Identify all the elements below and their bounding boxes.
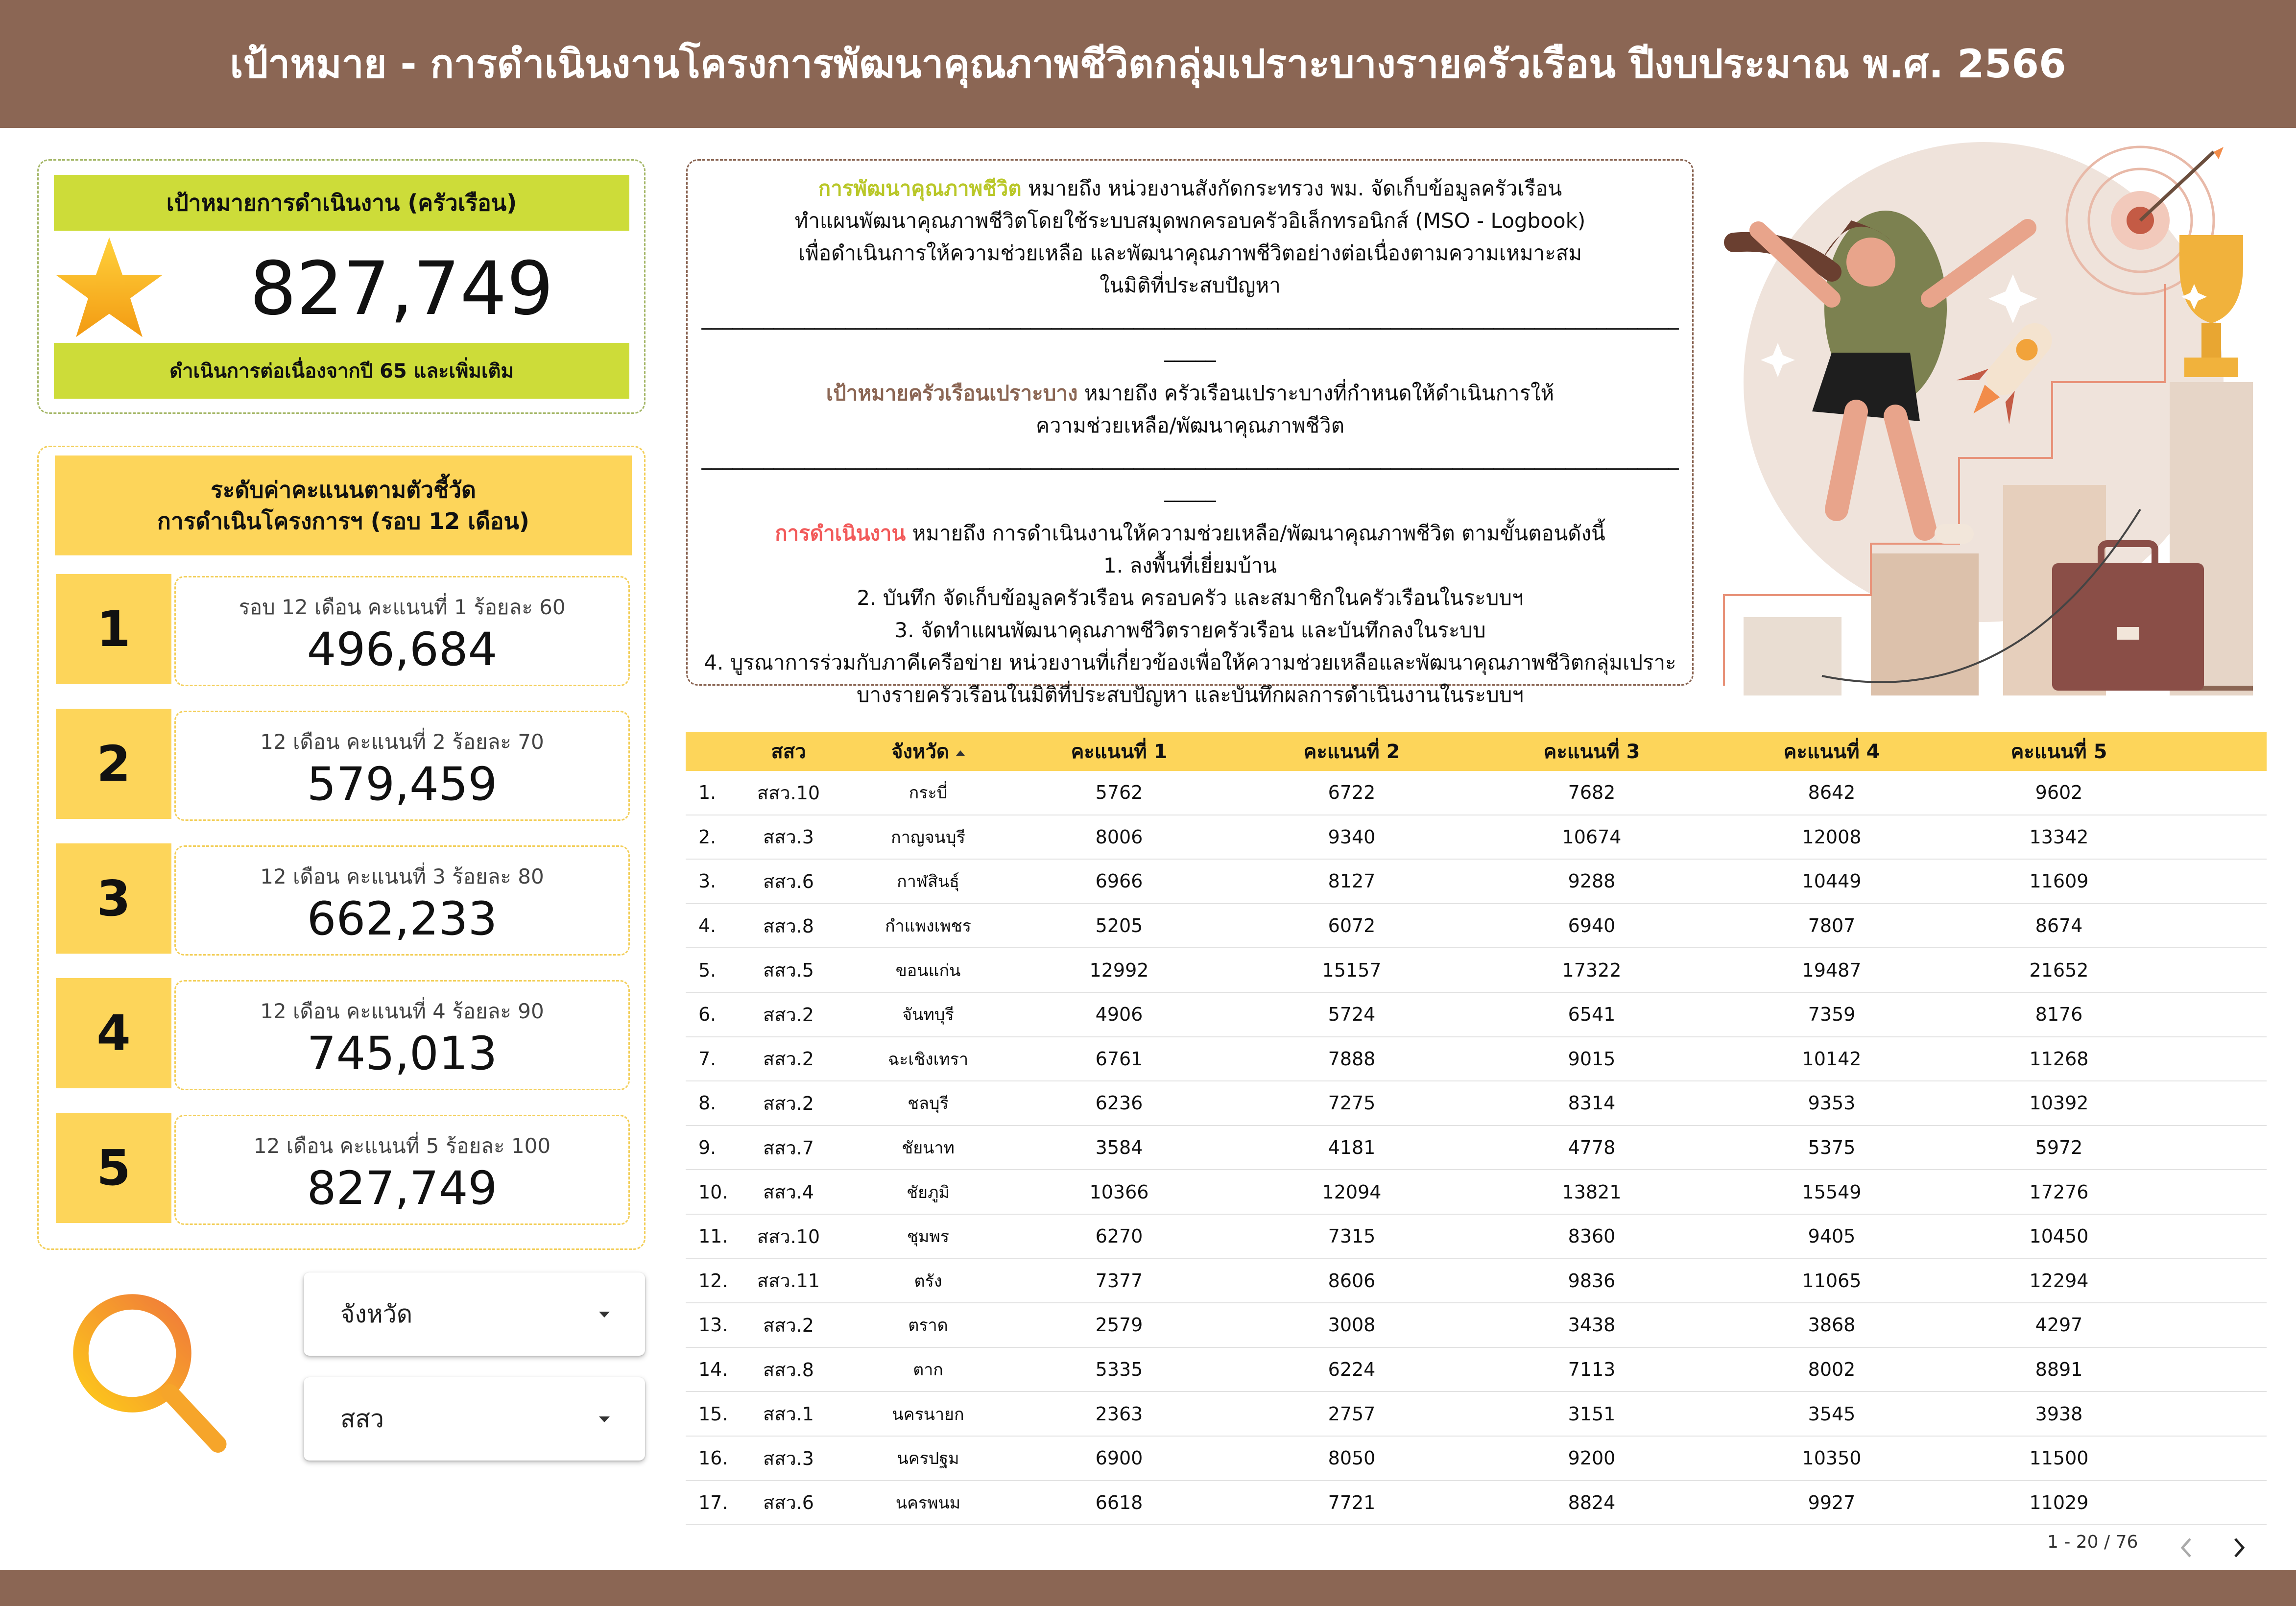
def-keyword-operation: การดำเนินงาน <box>775 521 906 545</box>
cell-score3: 4778 <box>1568 1137 1616 1159</box>
header-bar <box>0 0 2296 128</box>
cell-score1: 6270 <box>1095 1225 1143 1247</box>
table-row[interactable] <box>686 1303 2267 1348</box>
search-icon <box>64 1288 235 1460</box>
cell-score4: 8002 <box>1808 1359 1856 1381</box>
cell-score2: 4181 <box>1328 1137 1376 1159</box>
cell-score4: 3868 <box>1808 1314 1856 1336</box>
score-level-badge: 5 <box>56 1113 171 1223</box>
table-row[interactable] <box>686 993 2267 1037</box>
cell-province: กาญจนบุรี <box>891 827 965 847</box>
cell-province: ชุมพร <box>907 1227 950 1247</box>
cell-region: สสว.3 <box>763 1447 814 1469</box>
cell-region: สสว.1 <box>763 1403 814 1425</box>
cell-score2: 6224 <box>1328 1359 1376 1381</box>
col-header-score3[interactable]: คะแนนที่ 3 <box>1543 741 1640 763</box>
cell-score1: 3584 <box>1095 1137 1143 1159</box>
cell-score4: 10142 <box>1802 1048 1862 1070</box>
def-text-line: เพื่อดำเนินการให้ความช่วยเหลือ และพัฒนาคุณภาพชีวิตอย่างต่อเนื่องตามความเหมาะสม <box>798 241 1582 265</box>
table-row[interactable] <box>686 860 2267 904</box>
cell-index: 2. <box>698 826 717 848</box>
score-level-card <box>174 845 630 956</box>
footer-bar <box>0 1570 2296 1606</box>
col-header-province[interactable] <box>852 736 1004 767</box>
table-row[interactable] <box>686 1348 2267 1392</box>
def-text-line: หมายถึง ครัวเรือนเปราะบางที่กำหนดให้ดำเนินการให้ <box>1077 381 1555 405</box>
cell-index: 17. <box>698 1491 728 1513</box>
target-note: ดำเนินการต่อเนื่องจากปี 65 และเพิ่มเติม <box>54 343 629 399</box>
def-separator: _____ <box>1164 338 1216 362</box>
province-filter-label: จังหวัด <box>340 1299 413 1328</box>
cell-region: สสว.2 <box>763 1048 814 1070</box>
table-body <box>686 771 2267 1525</box>
cell-province: กระบี่ <box>909 783 948 803</box>
table-row[interactable] <box>686 1392 2267 1437</box>
score-level-badge: 4 <box>56 978 171 1088</box>
cell-province: ชัยภูมิ <box>907 1182 950 1202</box>
col-header-score5[interactable]: คะแนนที่ 5 <box>2010 741 2107 763</box>
cell-score1: 6618 <box>1095 1491 1143 1513</box>
cell-region: สสว.8 <box>763 1359 814 1381</box>
cell-score3: 3438 <box>1568 1314 1616 1336</box>
cell-index: 10. <box>698 1181 728 1203</box>
cell-index: 14. <box>698 1359 728 1381</box>
cell-score4: 7359 <box>1808 1004 1856 1026</box>
cell-index: 4. <box>698 915 717 937</box>
cell-score1: 6236 <box>1095 1092 1143 1114</box>
cell-province: นครพนม <box>895 1493 961 1513</box>
cell-score1: 5762 <box>1095 782 1143 804</box>
table-row[interactable] <box>686 1481 2267 1526</box>
col-header-region[interactable]: สสว <box>771 741 806 763</box>
cell-index: 16. <box>698 1447 728 1469</box>
cell-province: ตราด <box>908 1316 948 1336</box>
score-level-value: 662,233 <box>307 892 498 946</box>
col-header-score1[interactable]: คะแนนที่ 1 <box>1071 741 1168 763</box>
cell-score2: 8050 <box>1328 1447 1376 1469</box>
score-level-value: 496,684 <box>307 623 498 676</box>
cell-score1: 6761 <box>1095 1048 1143 1070</box>
cell-score3: 9288 <box>1568 870 1616 892</box>
cell-score4: 8642 <box>1808 782 1856 804</box>
cell-province: ตาก <box>913 1360 943 1380</box>
cell-province: ฉะเชิงเทรา <box>887 1049 969 1069</box>
cell-score4: 10350 <box>1802 1447 1862 1469</box>
cell-score4: 5375 <box>1808 1137 1856 1159</box>
cell-index: 12. <box>698 1270 728 1292</box>
cell-region: สสว.8 <box>763 915 814 937</box>
chevron-right-icon[interactable] <box>2226 1533 2251 1562</box>
cell-region: สสว.3 <box>763 826 814 848</box>
score-level-value: 827,749 <box>307 1162 498 1215</box>
cell-index: 9. <box>698 1137 717 1159</box>
cell-score4: 12008 <box>1802 826 1862 848</box>
cell-score2: 6722 <box>1328 782 1376 804</box>
cell-score1: 5335 <box>1095 1359 1143 1381</box>
definitions-text <box>688 172 1692 711</box>
cell-index: 5. <box>698 959 717 981</box>
score-level-card <box>174 711 630 821</box>
province-table <box>686 732 2267 1525</box>
cell-province: นครนายก <box>892 1404 964 1424</box>
cell-score5: 11029 <box>2029 1491 2089 1513</box>
table-row[interactable] <box>686 1437 2267 1481</box>
cell-index: 7. <box>698 1048 717 1070</box>
cell-score3: 8824 <box>1568 1491 1616 1513</box>
cell-score3: 8314 <box>1568 1092 1616 1114</box>
cell-region: สสว.2 <box>763 1004 814 1026</box>
cell-region: สสว.4 <box>763 1181 814 1203</box>
star-icon <box>53 235 166 340</box>
cell-index: 6. <box>698 1004 717 1026</box>
cell-score5: 21652 <box>2029 959 2089 981</box>
cell-region: สสว.7 <box>763 1137 814 1159</box>
col-header-score4[interactable]: คะแนนที่ 4 <box>1783 741 1880 763</box>
cell-score5: 11609 <box>2029 870 2089 892</box>
table-row[interactable] <box>686 1170 2267 1215</box>
cell-score1: 12992 <box>1089 959 1149 981</box>
cell-score5: 3938 <box>2035 1403 2083 1425</box>
def-text-line: หมายถึง หน่วยงานสังกัดกระทรวง พม. จัดเก็บข้อมูลครัวเรือน <box>1021 176 1562 200</box>
cell-index: 8. <box>698 1092 717 1114</box>
cell-score4: 11065 <box>1802 1270 1862 1292</box>
def-text-line: ทำแผนพัฒนาคุณภาพชีวิตโดยใช้ระบบสมุดพกครอบครัวอิเล็กทรอนิกส์ (MSO - Logbook) <box>794 209 1586 233</box>
cell-index: 3. <box>698 870 717 892</box>
score-title-line2: การดำเนินโครงการฯ (รอบ 12 เดือน) <box>157 508 529 534</box>
score-level-value: 745,013 <box>307 1027 498 1080</box>
cell-region: สสว.10 <box>757 782 820 804</box>
cell-index: 13. <box>698 1314 728 1336</box>
cell-score1: 2579 <box>1095 1314 1143 1336</box>
cell-score5: 17276 <box>2029 1181 2089 1203</box>
cell-score3: 17322 <box>1562 959 1622 981</box>
cell-score4: 15549 <box>1802 1181 1862 1203</box>
cell-province: ขอนแก่น <box>895 960 961 981</box>
def-separator: _______________________________________________________________________________________________ <box>701 446 1679 470</box>
cell-province: จันทบุรี <box>902 1005 954 1025</box>
cell-score4: 7807 <box>1808 915 1856 937</box>
cell-score1: 4906 <box>1095 1004 1143 1026</box>
cell-score5: 10450 <box>2029 1225 2089 1247</box>
cell-region: สสว.2 <box>763 1092 814 1114</box>
cell-region: สสว.6 <box>763 870 814 892</box>
cell-score2: 7315 <box>1328 1225 1376 1247</box>
table-row[interactable] <box>686 815 2267 860</box>
cell-region: สสว.6 <box>763 1492 814 1514</box>
score-level-caption: รอบ 12 เดือน คะแนนที่ 1 ร้อยละ 60 <box>239 595 566 619</box>
cell-province: นครปฐม <box>897 1449 959 1469</box>
score-level-caption: 12 เดือน คะแนนที่ 2 ร้อยละ 70 <box>260 730 544 754</box>
cell-score3: 9836 <box>1568 1270 1616 1292</box>
def-text-line: หมายถึง การดำเนินงานให้ความช่วยเหลือ/พัฒนาคุณภาพชีวิต ตามขั้นตอนดังนี้ <box>906 521 1605 545</box>
score-levels-title <box>55 455 632 555</box>
target-label: เป้าหมายการดำเนินงาน (ครัวเรือน) <box>54 175 629 231</box>
cell-score4: 19487 <box>1802 959 1862 981</box>
cell-province: กำแพงเพชร <box>885 916 971 936</box>
page-title: เป้าหมาย - การดำเนินงานโครงการพัฒนาคุณภาพชีวิตกลุ่มเปราะบางรายครัวเรือน ปีงบประมาณ พ.ศ. 2566 <box>230 41 2066 87</box>
col-header-province-label: จังหวัด <box>891 741 949 763</box>
cell-province: กาฬสินธุ์ <box>897 872 959 892</box>
score-title-line1: ระดับค่าคะแนนตามตัวชี้วัด <box>211 476 476 503</box>
cell-score3: 6541 <box>1568 1004 1616 1026</box>
cell-score4: 9353 <box>1808 1092 1856 1114</box>
score-level-value: 579,459 <box>307 758 498 811</box>
def-text-line: ในมิติที่ประสบปัญหา <box>1100 273 1281 297</box>
table-row[interactable] <box>686 948 2267 993</box>
cell-score4: 3545 <box>1808 1403 1856 1425</box>
cell-score1: 7377 <box>1095 1270 1143 1292</box>
cell-score5: 12294 <box>2029 1270 2089 1292</box>
cell-score5: 8176 <box>2035 1004 2083 1026</box>
table-row[interactable] <box>686 1126 2267 1171</box>
table-row[interactable] <box>686 904 2267 949</box>
cell-province: ชัยนาท <box>902 1138 955 1158</box>
chevron-down-icon <box>599 1312 610 1318</box>
table-row[interactable] <box>686 1081 2267 1126</box>
score-level-badge: 3 <box>56 843 171 954</box>
cell-region: สสว.10 <box>757 1225 820 1247</box>
cell-score3: 3151 <box>1568 1403 1616 1425</box>
chevron-down-icon <box>599 1416 610 1422</box>
cell-score2: 2757 <box>1328 1403 1376 1425</box>
def-step: 2. บันทึก จัดเก็บข้อมูลครัวเรือน ครอบครัว และสมาชิกในครัวเรือนในระบบฯ <box>857 586 1524 610</box>
cell-score5: 8891 <box>2035 1359 2083 1381</box>
cell-index: 11. <box>698 1225 728 1247</box>
def-step: 1. ลงพื้นที่เยี่ยมบ้าน <box>1103 553 1277 577</box>
cell-score4: 10449 <box>1802 870 1862 892</box>
cell-score2: 5724 <box>1328 1004 1376 1026</box>
cell-score5: 5972 <box>2035 1137 2083 1159</box>
table-row[interactable] <box>686 1037 2267 1082</box>
cell-score5: 4297 <box>2035 1314 2083 1336</box>
cell-region: สสว.2 <box>763 1314 814 1336</box>
cell-score5: 10392 <box>2029 1092 2089 1114</box>
cell-score2: 6072 <box>1328 915 1376 937</box>
score-level-badge: 2 <box>56 709 171 819</box>
def-step: บางรายครัวเรือนในมิติที่ประสบปัญหา และบันทึกผลการดำเนินงานในระบบฯ <box>856 683 1524 707</box>
def-keyword-target-households: เป้าหมายครัวเรือนเปราะบาง <box>826 381 1078 405</box>
def-step: 4. บูรณาการร่วมกับภาคีเครือข่าย หน่วยงานที่เกี่ยวข้องเพื่อให้ความช่วยเหลือและพัฒนาคุณภาพชีวิตกลุ่มเปราะ <box>704 650 1676 674</box>
cell-score1: 6900 <box>1095 1447 1143 1469</box>
score-level-caption: 12 เดือน คะแนนที่ 4 ร้อยละ 90 <box>260 999 544 1023</box>
def-keyword-quality-of-life: การพัฒนาคุณภาพชีวิต <box>818 176 1022 200</box>
cell-score1: 8006 <box>1095 826 1143 848</box>
cell-region: สสว.11 <box>757 1270 820 1292</box>
score-level-caption: 12 เดือน คะแนนที่ 3 ร้อยละ 80 <box>260 864 544 888</box>
cell-score3: 7682 <box>1568 782 1616 804</box>
success-illustration <box>1709 137 2253 700</box>
cell-score2: 3008 <box>1328 1314 1376 1336</box>
cell-score1: 2363 <box>1095 1403 1143 1425</box>
cell-score2: 9340 <box>1328 826 1376 848</box>
cell-score2: 8606 <box>1328 1270 1376 1292</box>
cell-score3: 7113 <box>1568 1359 1616 1381</box>
score-level-card <box>174 576 630 686</box>
table-row[interactable] <box>686 1259 2267 1304</box>
region-filter-dropdown[interactable] <box>304 1377 645 1461</box>
chevron-left-icon[interactable] <box>2175 1533 2199 1562</box>
cell-score5: 9602 <box>2035 782 2083 804</box>
cell-score2: 8127 <box>1328 870 1376 892</box>
region-filter-label: สสว <box>340 1404 384 1433</box>
cell-score3: 6940 <box>1568 915 1616 937</box>
cell-score3: 10674 <box>1562 826 1622 848</box>
cell-score3: 8360 <box>1568 1225 1616 1247</box>
cell-score5: 11268 <box>2029 1048 2089 1070</box>
cell-score1: 5205 <box>1095 915 1143 937</box>
cell-score2: 7275 <box>1328 1092 1376 1114</box>
def-separator: _______________________________________________________________________________________________ <box>701 306 1679 330</box>
cell-index: 1. <box>698 782 717 804</box>
cell-score1: 6966 <box>1095 870 1143 892</box>
cell-score2: 7721 <box>1328 1491 1376 1513</box>
cell-index: 15. <box>698 1403 728 1425</box>
cell-score3: 9200 <box>1568 1447 1616 1469</box>
table-row[interactable] <box>686 1215 2267 1259</box>
target-value: 827,749 <box>249 246 554 332</box>
cell-score3: 13821 <box>1562 1181 1622 1203</box>
def-step: 3. จัดทำแผนพัฒนาคุณภาพชีวิตรายครัวเรือน และบันทึกลงในระบบ <box>894 618 1486 642</box>
sort-ascending-icon <box>956 750 965 756</box>
cell-score4: 9405 <box>1808 1225 1856 1247</box>
cell-score2: 7888 <box>1328 1048 1376 1070</box>
cell-score5: 8674 <box>2035 915 2083 937</box>
score-level-caption: 12 เดือน คะแนนที่ 5 ร้อยละ 100 <box>253 1134 551 1158</box>
cell-score5: 13342 <box>2029 826 2089 848</box>
cell-score4: 9927 <box>1808 1491 1856 1513</box>
def-separator: _____ <box>1164 478 1216 502</box>
col-header-score2[interactable]: คะแนนที่ 2 <box>1303 741 1400 763</box>
province-filter-dropdown[interactable] <box>304 1272 645 1356</box>
cell-score5: 11500 <box>2029 1447 2089 1469</box>
score-level-badge: 1 <box>56 574 171 684</box>
cell-province: ชลบุรี <box>908 1094 949 1114</box>
score-level-card <box>174 1115 630 1225</box>
pagination-range: 1 - 20 / 76 <box>2047 1532 2138 1552</box>
cell-score2: 15157 <box>1322 959 1382 981</box>
table-header-row <box>686 732 2267 771</box>
cell-score2: 12094 <box>1322 1181 1382 1203</box>
cell-region: สสว.5 <box>763 959 814 982</box>
table-row[interactable] <box>686 771 2267 815</box>
cell-province: ตรัง <box>914 1271 942 1291</box>
def-text-line: ความช่วยเหลือ/พัฒนาคุณภาพชีวิต <box>1035 413 1345 437</box>
score-level-card <box>174 980 630 1090</box>
cell-score3: 9015 <box>1568 1048 1616 1070</box>
cell-score1: 10366 <box>1089 1181 1149 1203</box>
